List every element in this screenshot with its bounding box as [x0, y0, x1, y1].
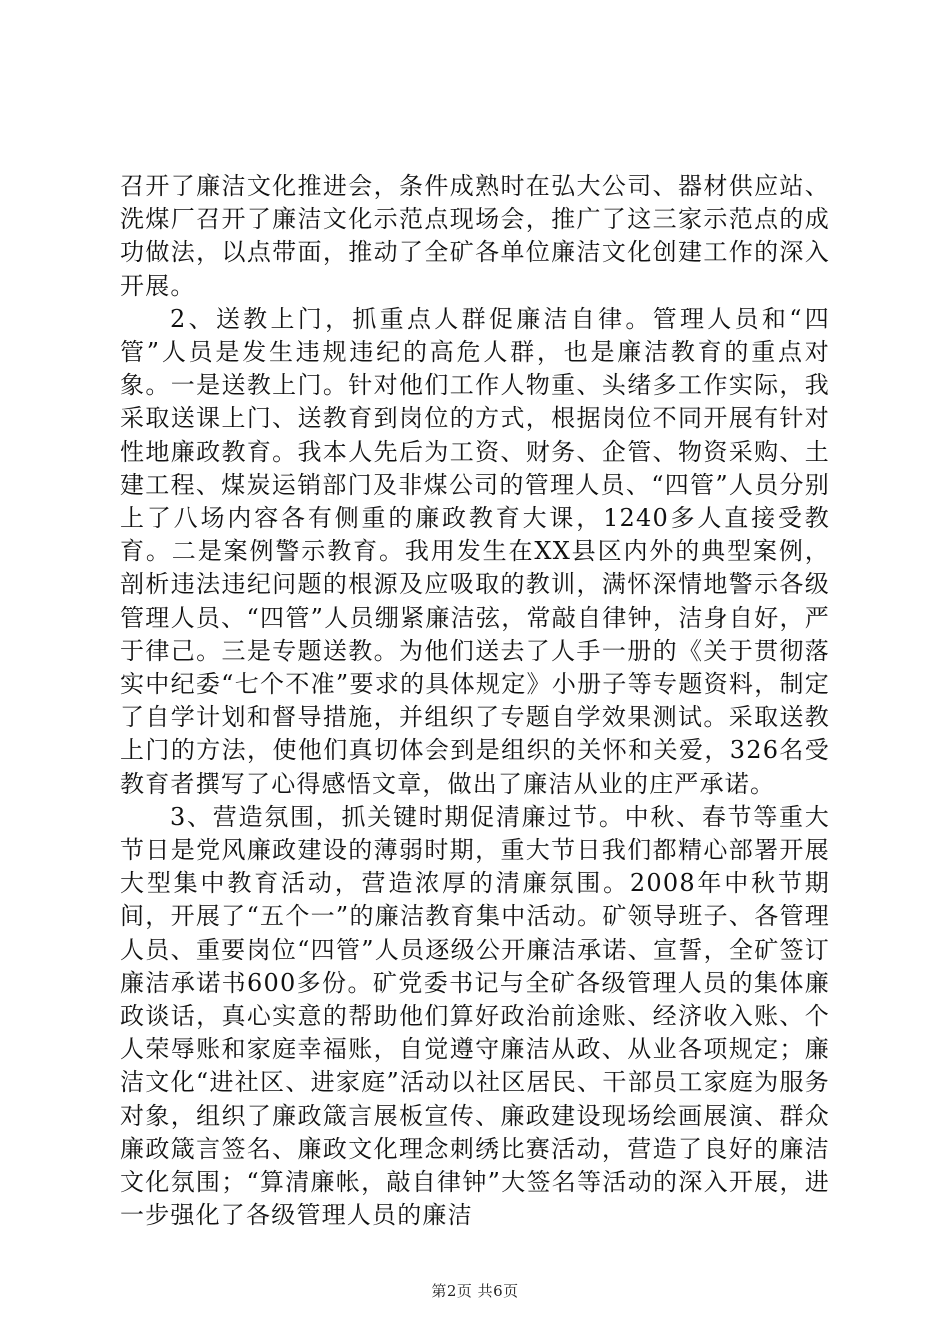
- paragraph-continuation: 召开了廉洁文化推进会，条件成熟时在弘大公司、器材供应站、洗煤厂召开了廉洁文化示范点现场会，推广了这三家示范点的成功做法，以点带面，推动了全矿各单位廉洁文化创建工作的深入开展。: [120, 172, 830, 300]
- paragraph-section-2: 2、送教上门，抓重点人群促廉洁自律。管理人员和“四管”人员是发生违规违纪的高危人群，也是廉洁教育的重点对象。一是送教上门。针对他们工作人物重、头绪多工作实际，我采取送课上门、送教育到岗位的方式，根据岗位不同开展有针对性地廉政教育。我本人先后为工资、财务、企管、物资采购、土建工程、煤炭运销部门及非煤公司的管理人员、“四管”人员分别上了八场内容各有侧重的廉政教育大课，1240多人直接受教育。二是案例警示教育。我用发生在XX县区内外的典型案例，剖析违法违纪问题的根源及应吸取的教训，满怀深情地警示各级管理人员、“四管”人员绷紧廉洁弦，常敲自律钟，洁身自好，严于律己。三是专题送教。为他们送去了人手一册的《关于贯彻落实中纪委“七个不准”要求的具体规定》小册子等专题资料，制定了自学计划和督导措施，并组织了专题自学效果测试。采取送教上门的方法，使他们真切体会到是组织的关怀和关爱，326名受教育者撰写了心得感悟文章，做出了廉洁从业的庄严承诺。: [120, 304, 830, 798]
- paragraph-section-3: 3、营造氛围，抓关键时期促清廉过节。中秋、春节等重大节日是党风廉政建设的薄弱时期，重大节日我们都精心部署开展大型集中教育活动，营造浓厚的清廉氛围。2008年中秋节期间，开展了“五个一”的廉洁教育集中活动。矿领导班子、各管理人员、重要岗位“四管”人员逐级公开廉洁承诺、宣誓，全矿签订廉洁承诺书600多份。矿党委书记与全矿各级管理人员的集体廉政谈话，真心实意的帮助他们算好政治前途账、经济收入账、个人荣辱账和家庭幸福账，自觉遵守廉洁从政、从业各项规定；廉洁文化“进社区、进家庭”活动以社区居民、干部员工家庭为服务对象，组织了廉政箴言展板宣传、廉政建设现场绘画展演、群众廉政箴言签名、廉政文化理念刺绣比赛活动，营造了良好的廉洁文化氛围；“算清廉帐，敲自律钟”大签名等活动的深入开展，进一步强化了各级管理人员的廉洁: [120, 802, 830, 1230]
- document-body: [120, 170, 830, 1233]
- page-number-footer: 第2页 共6页: [431, 1282, 519, 1300]
